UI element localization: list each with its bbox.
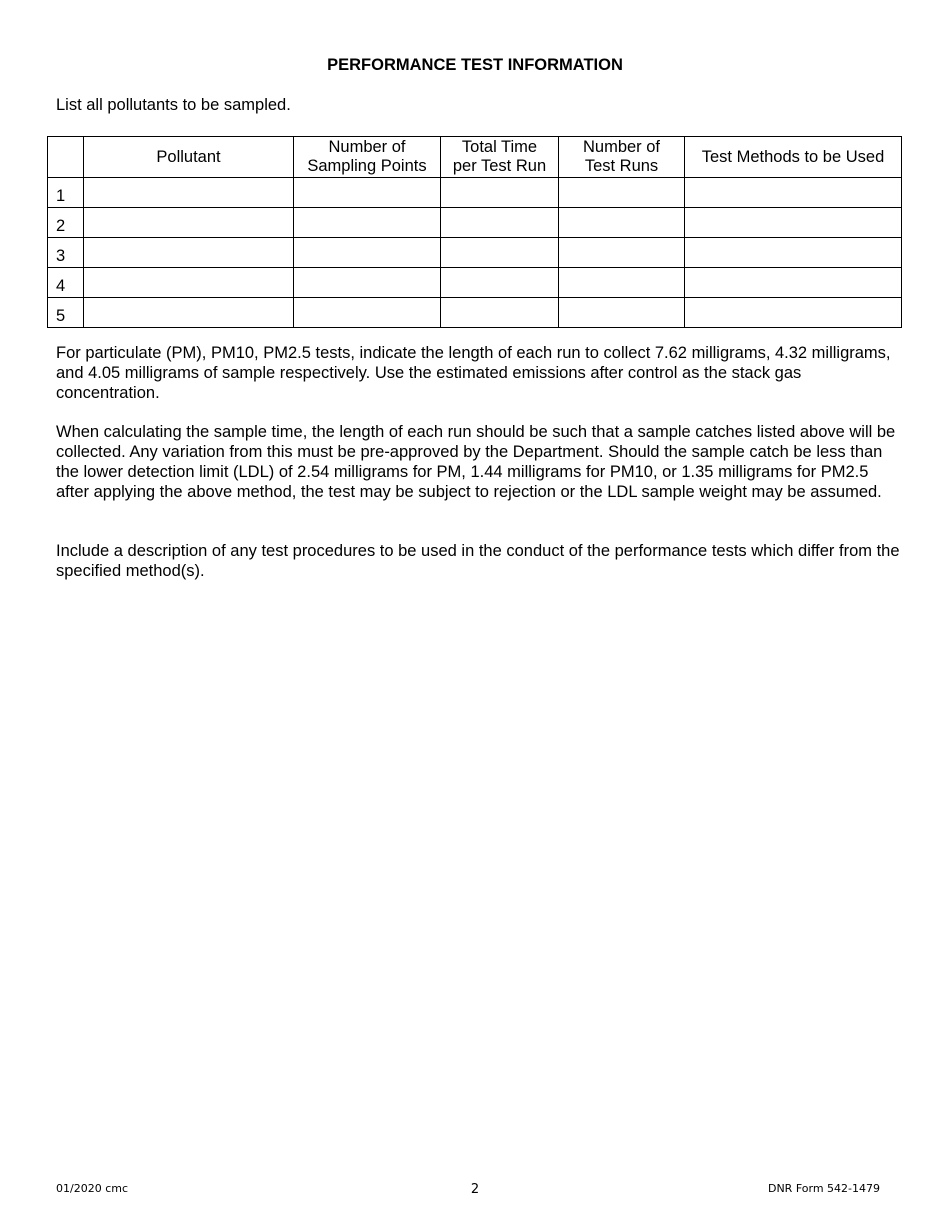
table-row xyxy=(48,208,902,238)
test-methods-cell[interactable] xyxy=(685,238,902,268)
total-time-cell[interactable] xyxy=(441,268,559,298)
test-methods-cell[interactable] xyxy=(685,298,902,328)
pollutant-cell[interactable] xyxy=(84,208,294,238)
test-methods-cell[interactable] xyxy=(685,178,902,208)
header-pollutant: Pollutant xyxy=(84,137,294,178)
header-test-methods: Test Methods to be Used xyxy=(685,137,902,178)
form-number: DNR Form 542-1479 xyxy=(767,1182,880,1195)
pollutant-cell[interactable] xyxy=(84,178,294,208)
sampling-points-cell[interactable] xyxy=(294,178,441,208)
row-number: 1 xyxy=(48,178,84,208)
total-time-cell[interactable] xyxy=(441,178,559,208)
row-number: 3 xyxy=(48,238,84,268)
table-row xyxy=(48,298,902,328)
test-runs-cell[interactable] xyxy=(559,238,685,268)
test-runs-cell[interactable] xyxy=(559,298,685,328)
page-title: PERFORMANCE TEST INFORMATION xyxy=(327,56,623,74)
table-row xyxy=(48,268,902,298)
total-time-cell[interactable] xyxy=(441,208,559,238)
table-row xyxy=(48,238,902,268)
particulate-instructions: For particulate (PM), PM10, PM2.5 tests, indicate the length of each run to collect 7.62 milligrams, 4.32 milligrams, and 4.05 milligrams of sample respectively. Use the estimated emissions after control as the stack gas concentration. xyxy=(56,344,891,402)
sample-time-instructions: When calculating the sample time, the length of each run should be such that a sample catches listed above will be collected. Any variation from this must be pre-approved by the Department. Should the sample catch be less than the lower detection limit (LDL) of 2.54 milligrams for PM, 1.44 milligrams for PM10, or 1.35 milligrams for PM2.5 after applying the above method, the test may be subject to rejection or the LDL sample weight may be assumed. xyxy=(56,423,896,501)
sampling-points-cell[interactable] xyxy=(294,238,441,268)
footer-date: 01/2020 cmc xyxy=(56,1182,129,1195)
pollutant-cell[interactable] xyxy=(84,238,294,268)
total-time-cell[interactable] xyxy=(441,238,559,268)
test-runs-cell[interactable] xyxy=(559,268,685,298)
header-sampling-points: Number of Sampling Points xyxy=(294,137,441,178)
test-procedure-instructions: Include a description of any test procedures to be used in the conduct of the performance tests which differ from the specified method(s). xyxy=(56,542,900,580)
header-total-time: Total Time per Test Run xyxy=(441,137,559,178)
test-runs-cell[interactable] xyxy=(559,178,685,208)
pollutant-cell[interactable] xyxy=(84,298,294,328)
header-test-runs: Number of Test Runs xyxy=(559,137,685,178)
table-row xyxy=(48,178,902,208)
header-row-number xyxy=(48,137,84,178)
total-time-cell[interactable] xyxy=(441,298,559,328)
sampling-points-cell[interactable] xyxy=(294,268,441,298)
test-runs-cell[interactable] xyxy=(559,208,685,238)
table-header-row xyxy=(48,137,902,178)
sampling-points-cell[interactable] xyxy=(294,208,441,238)
pollutant-table xyxy=(47,136,902,328)
row-number: 4 xyxy=(48,268,84,298)
test-methods-cell[interactable] xyxy=(685,208,902,238)
sampling-points-cell[interactable] xyxy=(294,298,441,328)
intro-instruction: List all pollutants to be sampled. xyxy=(56,96,291,114)
row-number: 2 xyxy=(48,208,84,238)
pollutant-cell[interactable] xyxy=(84,268,294,298)
test-methods-cell[interactable] xyxy=(685,268,902,298)
row-number: 5 xyxy=(48,298,84,328)
page-number: 2 xyxy=(470,1182,480,1197)
